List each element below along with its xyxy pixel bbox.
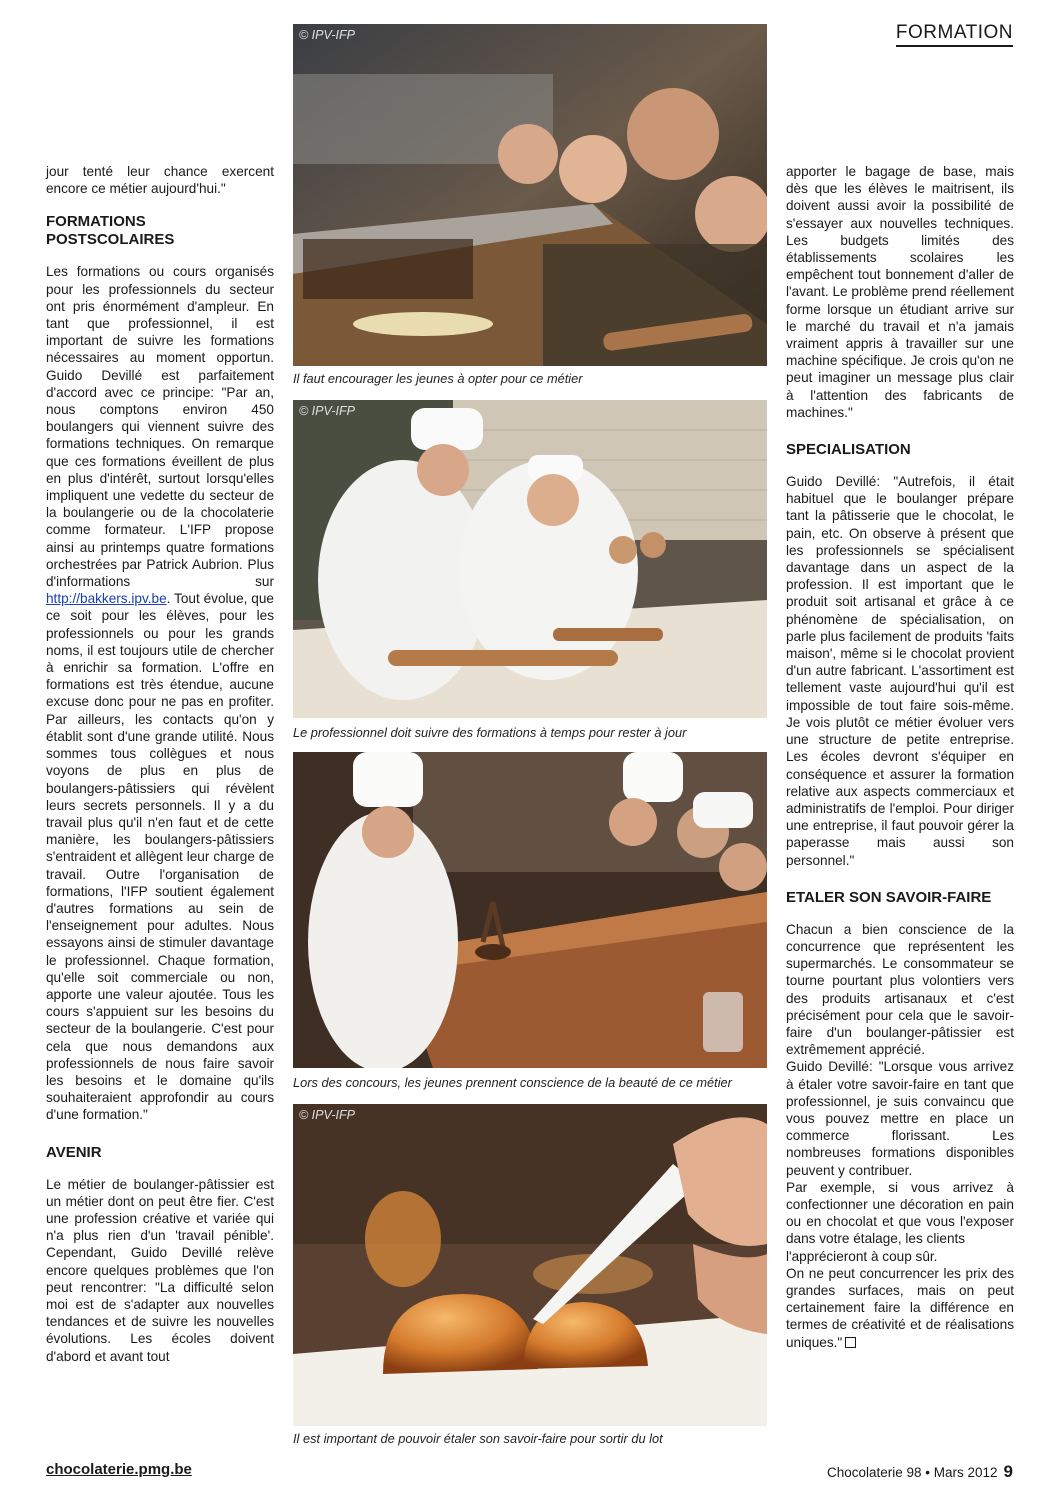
- avenir-paragraph: Le métier de boulanger-pâtissier est un métier dont on peut être fier. C'est une profession créative et variée qui n'a plus rien d'un 'travail pénible'. Cependant, Guido Devillé relève encore quelques problèmes que l'on peut rencontrer: "La difficulté selon moi est de s'adapter aux nouvelles tendances et de suivre les nouvelles évolutions. Les écoles doivent d'abord et avant tout: [46, 1176, 274, 1364]
- end-box-icon: [845, 1337, 856, 1348]
- heading-etaler: ETALER SON SAVOIR-FAIRE: [786, 888, 992, 906]
- right-column: [786, 163, 1014, 1351]
- formations-text-1: Les formations ou cours organisés pour les professionnels du secteur ont pris énormément d'ampleur. En tant que professionnel, il est important de suivre les formations nécessaires au moment opportun. Guido Devillé est parfaitement d'accord avec ce principe: "Par an, nous comptons environ 450 boulangers qui viennent suivre des formations techniques. On remarque que ces formations éveillent de plus en plus d'intérêt, surtout lorsqu'elles impliquent une vedette du secteur de la boulangerie ou de la chocolaterie comme formateur. L'IFP propose ainsi au printemps quatre formations orchestrées par Patrick Aubrion. Plus d'informations sur: [46, 264, 274, 590]
- photo-bakers-image: [293, 400, 767, 718]
- etaler-paragraph-3: Par exemple, si vous arrivez à confectionner une décoration en pain ou en chocolat et que vous l'exposer dans votre étalage, les clients: [786, 1179, 1014, 1247]
- etaler-paragraph-1: Chacun a bien conscience de la concurrence que représentent les supermarchés. Le consommateur se tourne pourtant plus volontiers vers des produits artisanaux et c'est précisément pour cela que le savoir-faire d'un boulanger-pâtissier est extrêmement apprécié.: [786, 921, 1014, 1058]
- page-number: 9: [1003, 1462, 1013, 1481]
- etaler-paragraph-4: l'apprécieront à coup sûr.: [786, 1248, 938, 1264]
- photo-competition: [293, 752, 767, 1068]
- heading-specialisation: SPECIALISATION: [786, 441, 911, 459]
- photo-competition-image: [293, 752, 767, 1068]
- footer-issue: [827, 1462, 1013, 1482]
- photo-piping: [293, 1104, 767, 1426]
- left-column: [46, 163, 274, 1365]
- footer-website[interactable]: chocolaterie.pmg.be: [46, 1461, 192, 1478]
- intro-paragraph: jour tenté leur chance exercent encore ce métier aujourd'hui.": [46, 164, 274, 197]
- photo-children: [293, 24, 767, 366]
- photo-children-image: [293, 24, 767, 366]
- caption-1: Il faut encourager les jeunes à opter pour ce métier: [293, 371, 583, 386]
- etaler-paragraph-5: [786, 1265, 1014, 1351]
- caption-3: Lors des concours, les jeunes prennent conscience de la beauté de ce métier: [293, 1075, 732, 1090]
- footer-issue-text: Chocolaterie 98 • Mars 2012: [826, 1465, 998, 1480]
- caption-2: Le professionnel doit suivre des formations à temps pour rester à jour: [293, 725, 687, 740]
- photo-bakers: [293, 400, 767, 718]
- photo-piping-image: [293, 1104, 767, 1426]
- section-tag: FORMATION: [896, 22, 1013, 47]
- heading-formations: FORMATIONS POSTSCOLAIRES: [46, 213, 175, 249]
- etaler-paragraph-2: Guido Devillé: "Lorsque vous arrivez à étaler votre savoir-faire en tant que professionnel, je suis convaincu que vous pouvez mettre en place un commerce florissant. Les nombreuses formations disponibles peuvent y contribuer.: [786, 1059, 1014, 1178]
- specialisation-paragraph: Guido Devillé: "Autrefois, il était habituel que le boulanger prépare tant la pâtisserie que le chocolat, le pain, etc. On observe à présent que les professionnels se spécialisent davantage dans un aspect de la profession. Il est important que le produit soit artisanal et grâce à ce phénomène de spécialisation, on parle plus facilement de produits 'faits maison', même si le chocolat provient d'un autre fabricant. L'assortiment est tellement vaste aujourd'hui qu'il est impossible de tout faire sois-même. Je vois plutôt ce métier évoluer vers une structure de petite entreprise. Les écoles devront s'équiper en conséquence et assurer la formation relative aux aspects commerciaux et administratifs de l'emploi. Pour diriger une entreprise, il faut pouvoir gérer la paperasse mais aussi son personnel.": [786, 474, 1014, 868]
- formations-text-2: . Tout évolue, que ce soit pour les élèves, pour les professionnels ou pour les grands noms, il est toujours utile de chercher à enrichir sa formation. L'offre en formations est très étendue, aucune excuse donc pour ne pas en profiter. Par ailleurs, les contacts qu'on y établit sont d'une grande utilité. Nous sommes tous collègues et nous voyons de plus en plus de boulangers-pâtissiers qui révèlent leurs secrets personnels. Il y a du travail plus qu'il n'en faut et de cette manière, les boulangers-pâtissiers s'entraident et allègent leur charge de travail. Outre l'organisation de formations, l'IFP soutient également d'autres formations au sein de l'enseignement pour adultes. Nous essayons ainsi de stimuler davantage le professionnel. Chaque formation, qu'elle soit commerciale ou non, apporte une valeur ajoutée. Tous les cours s'appuient sur les besoins du secteur de la boulangerie. C'est pour cela que nous demandons aux professionnels de nous faire savoir les besoins et le domaine qu'ils souhaiteraient approfondir au cours d'une formation.": [46, 591, 274, 1123]
- right-paragraph-1: apporter le bagage de base, mais dès que les élèves le maitrisent, ils doivent aussi avoir la possibilité de s'essayer aux nouvelles techniques. Les budgets limités des établissements scolaires les empêchent tout bonnement d'aller de l'avant. Le problème prend réellement forme lorsque un étudiant arrive sur le marché du travail et n'a jamais vraiment appris à travailler sur une machine spécifique. Je crois qu'on ne peut imaginer un message plus clair à l'attention des fabricants de machines.": [786, 164, 1014, 420]
- bakkers-link[interactable]: http://bakkers.ipv.be: [46, 591, 167, 607]
- formations-paragraph: [46, 263, 274, 1123]
- caption-4: Il est important de pouvoir étaler son savoir-faire pour sortir du lot: [293, 1431, 663, 1446]
- photo-bakers-credit: © IPV-IFP: [299, 404, 355, 418]
- etaler-text-5: On ne peut concurrencer les prix des grandes surfaces, mais on peut certainement faire la différence en termes de créativité et de réalisations uniques.": [786, 1265, 1014, 1350]
- photo-children-credit: © IPV-IFP: [299, 28, 355, 42]
- photo-piping-credit: © IPV-IFP: [299, 1108, 355, 1122]
- heading-avenir: AVENIR: [46, 1143, 102, 1161]
